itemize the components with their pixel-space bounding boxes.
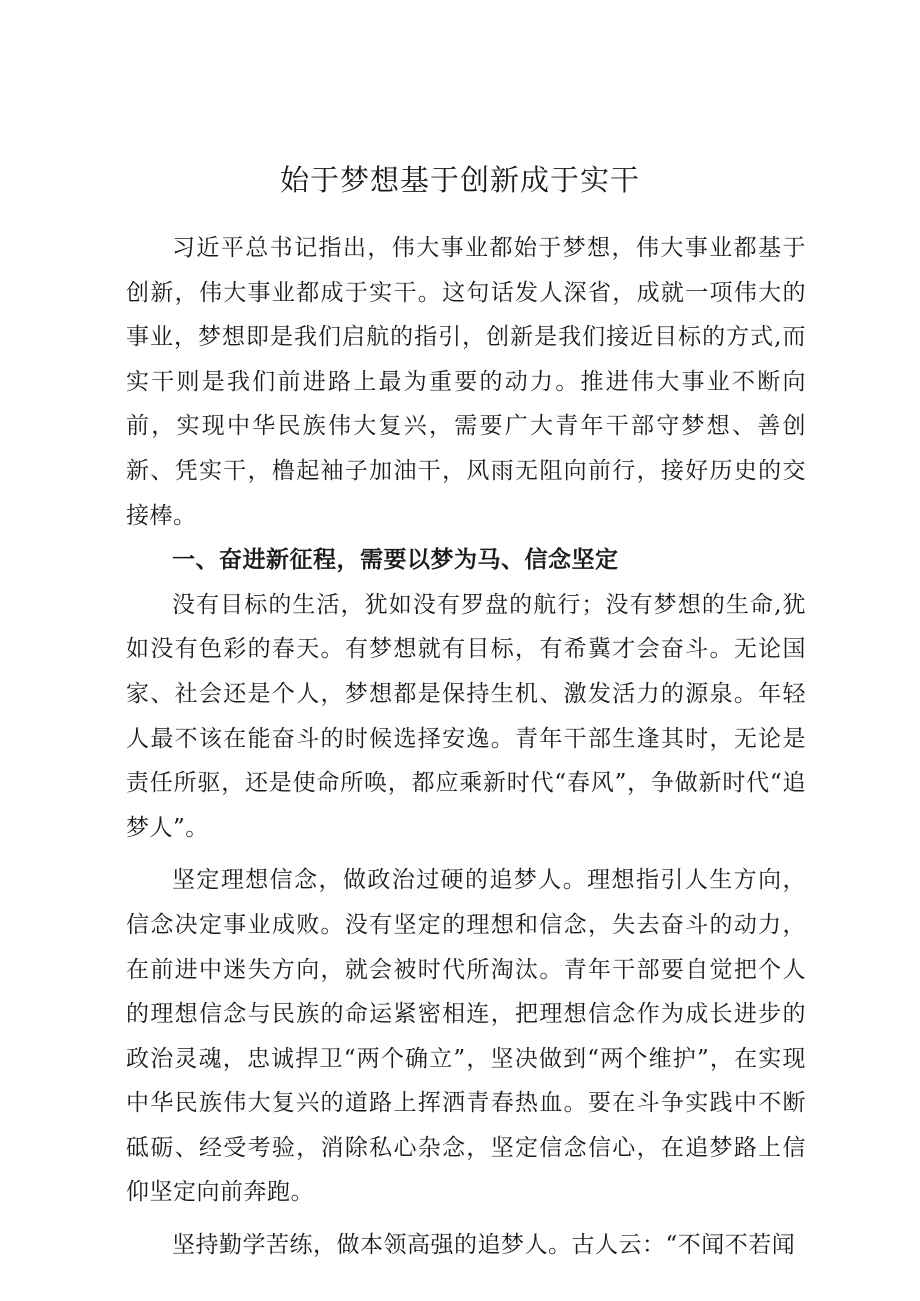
section-1-paragraph-2: 坚定理想信念，做政治过硬的追梦人。理想指引人生方向，信念决定事业成败。没有坚定的理想和信念，失去奋斗的动力，在前进中迷失方向，就会被时代所淘汰。青年干部要自觉把个人的理想信念与民族的命运紧密相连，把理想信念作为成长进步的政治灵魂，忠诚捍卫“两个确立”，坚决做到“两个维护”，在实现中华民族伟大复兴的道路上挥洒青春热血。要在斗争实践中不断砥砺、经受考验，消除私心杂念，坚定信念信心，在追梦路上信仰坚定向前奔跑。 bbox=[126, 867, 806, 1206]
section-1-heading: 一、奋进新征程，需要以梦为马、信念坚定 bbox=[172, 547, 619, 574]
section-1-paragraph-3: 坚持勤学苦练，做本领高强的追梦人。古人云：“不闻不若闻 bbox=[172, 1232, 796, 1259]
document-body bbox=[126, 226, 806, 1268]
paragraph-gap bbox=[126, 1215, 806, 1223]
section-1-paragraph-1: 没有目标的生活，犹如没有罗盘的航行；没有梦想的生命,犹如没有色彩的春天。有梦想就有目标，有希冀才会奋斗。无论国家、社会还是个人，梦想都是保持生机、激发活力的源泉。年轻人最不该在能奋斗的时候选择安逸。青年干部生逢其时，无论是责任所驱，还是使命所唤，都应乘新时代“春风”，争做新时代“追梦人”。 bbox=[126, 591, 806, 841]
intro-paragraph: 习近平总书记指出，伟大事业都始于梦想，伟大事业都基于创新，伟大事业都成于实干。这句话发人深省，成就一项伟大的事业，梦想即是我们启航的指引，创新是我们接近目标的方式,而实干则是我们前进路上最为重要的动力。推进伟大事业不断向前，实现中华民族伟大复兴，需要广大青年干部守梦想、善创新、凭实干，橹起袖子加油干，风雨无阻向前行，接好历史的交接棒。 bbox=[126, 235, 806, 529]
document-title: 始于梦想基于创新成于实干 bbox=[279, 163, 640, 197]
paragraph-gap bbox=[126, 850, 806, 858]
